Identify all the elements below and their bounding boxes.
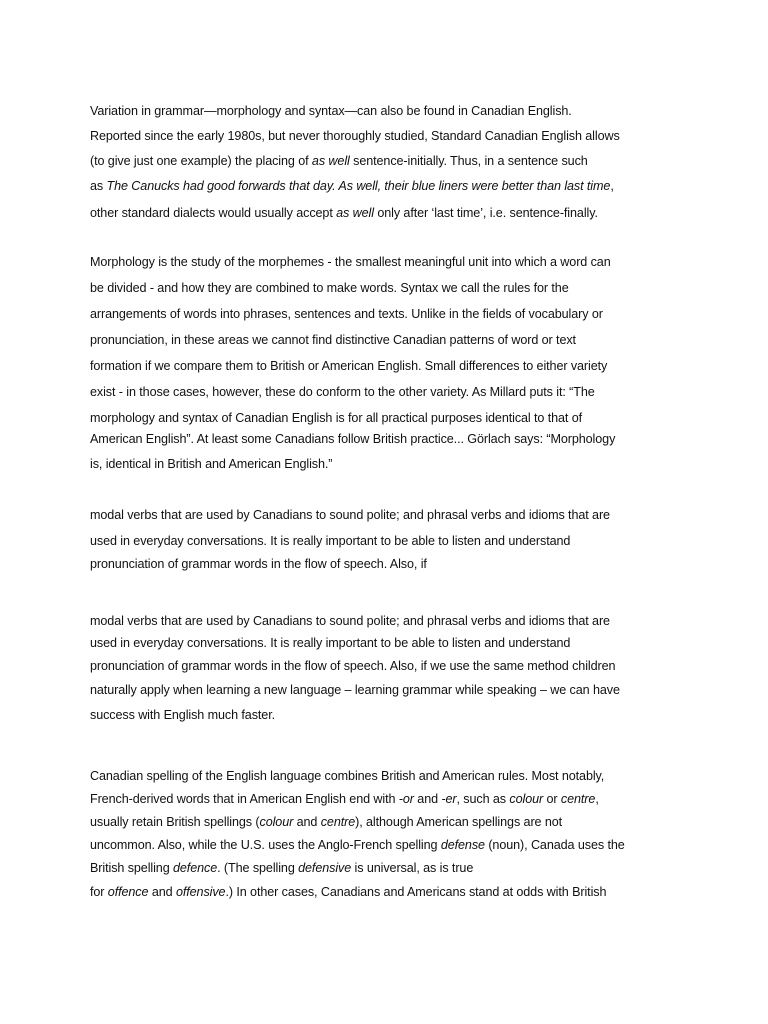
text-line xyxy=(90,837,625,853)
text-run: pronunciation of grammar words in the flow of speech. Also, if xyxy=(90,557,427,571)
text-line xyxy=(90,682,620,698)
text-line xyxy=(90,205,598,221)
text-line xyxy=(90,635,570,651)
text-run: exist - in those cases, however, these do conform to the other variety. As Millard puts it: “The xyxy=(90,385,595,399)
text-run: British spelling xyxy=(90,861,173,875)
text-run: Morphology is the study of the morphemes - the smallest meaningful unit into which a word can xyxy=(90,255,611,269)
text-line xyxy=(90,613,610,629)
text-run: formation if we compare them to British or American English. Small differences to either variety xyxy=(90,359,608,373)
text-line xyxy=(90,103,572,119)
italic-run: colour xyxy=(259,815,294,829)
italic-run: as well xyxy=(336,206,374,220)
text-run: is universal, as is true xyxy=(351,861,474,875)
text-line xyxy=(90,860,473,876)
text-run: and xyxy=(293,815,321,829)
text-line xyxy=(90,358,607,374)
text-line xyxy=(90,410,582,426)
text-run: , xyxy=(595,792,599,806)
text-run: Reported since the early 1980s, but never thoroughly studied, Standard Canadian English allows xyxy=(90,129,620,143)
text-run: American English”. At least some Canadians follow British practice... Görlach says: “Morphology xyxy=(90,432,616,446)
text-line xyxy=(90,533,570,549)
text-run: usually retain British spellings ( xyxy=(90,815,260,829)
text-line xyxy=(90,280,569,296)
italic-run: as well xyxy=(311,154,350,168)
italic-run: centre xyxy=(320,815,356,829)
text-line xyxy=(90,507,610,523)
text-line xyxy=(90,178,614,194)
italic-run: -or xyxy=(398,792,414,806)
italic-run: centre xyxy=(560,792,596,806)
text-run: used in everyday conversations. It is really important to be able to listen and understand xyxy=(90,636,571,650)
text-line xyxy=(90,456,332,472)
text-line xyxy=(90,384,595,400)
text-run: and xyxy=(413,792,442,806)
text-run: other standard dialects would usually accept xyxy=(90,206,337,220)
text-run: Canadian spelling of the English language combines British and American rules. Most notably, xyxy=(90,769,605,783)
text-line xyxy=(90,658,615,674)
italic-run: colour xyxy=(509,792,544,806)
text-run: be divided - and how they are combined to make words. Syntax we call the rules for the xyxy=(90,281,569,295)
text-run: is, identical in British and American English.” xyxy=(90,457,333,471)
text-line xyxy=(90,332,576,348)
text-line xyxy=(90,556,427,572)
text-run: success with English much faster. xyxy=(90,708,275,722)
text-run: morphology and syntax of Canadian English is for all practical purposes identical to that of xyxy=(90,411,583,425)
text-line xyxy=(90,153,588,169)
text-run: modal verbs that are used by Canadians to sound polite; and phrasal verbs and idioms that are xyxy=(90,508,610,522)
text-run: only after ‘last time’, i.e. sentence-finally. xyxy=(373,206,598,220)
text-line xyxy=(90,306,603,322)
text-run: or xyxy=(543,792,561,806)
text-run: ), although American spellings are not xyxy=(355,815,563,829)
italic-run: defense xyxy=(440,838,485,852)
italic-run: offence xyxy=(107,885,149,899)
text-run: uncommon. Also, while the U.S. uses the Anglo-French spelling xyxy=(90,838,441,852)
text-line xyxy=(90,768,604,784)
text-run: as xyxy=(90,179,107,193)
text-run: (noun), Canada uses the xyxy=(484,838,625,852)
text-run: .) In other cases, Canadians and Americans stand at odds with British xyxy=(225,885,607,899)
text-run: used in everyday conversations. It is really important to be able to listen and understand xyxy=(90,534,571,548)
text-run: Variation in grammar—morphology and syntax—can also be found in Canadian English. xyxy=(90,104,572,118)
text-line xyxy=(90,791,599,807)
italic-run: defensive xyxy=(298,861,352,875)
text-run: and xyxy=(148,885,176,899)
text-run: pronunciation, in these areas we cannot find distinctive Canadian patterns of word or text xyxy=(90,333,576,347)
italic-run: offensive xyxy=(175,885,226,899)
text-line xyxy=(90,128,620,144)
text-run: arrangements of words into phrases, sentences and texts. Unlike in the fields of vocabulary or xyxy=(90,307,603,321)
text-run: sentence-initially. Thus, in a sentence such xyxy=(349,154,588,168)
text-run: French-derived words that in American English end with xyxy=(90,792,399,806)
text-line xyxy=(90,814,562,830)
text-run: . (The spelling xyxy=(217,861,299,875)
text-run: (to give just one example) the placing of xyxy=(90,154,312,168)
text-run: for xyxy=(90,885,108,899)
text-line xyxy=(90,707,275,723)
text-line xyxy=(90,254,611,270)
text-run: pronunciation of grammar words in the flow of speech. Also, if we use the same method children xyxy=(90,659,616,673)
text-line xyxy=(90,884,606,900)
text-run: , xyxy=(610,179,614,193)
italic-run: defence xyxy=(173,861,218,875)
text-run: modal verbs that are used by Canadians to sound polite; and phrasal verbs and idioms that are xyxy=(90,614,610,628)
text-run: , such as xyxy=(456,792,510,806)
italic-run: The Canucks had good forwards that day. As well, their blue liners were better than last time xyxy=(106,179,611,193)
italic-run: -er xyxy=(441,792,457,806)
text-line xyxy=(90,431,615,447)
text-run: naturally apply when learning a new language – learning grammar while speaking – we can have xyxy=(90,683,620,697)
